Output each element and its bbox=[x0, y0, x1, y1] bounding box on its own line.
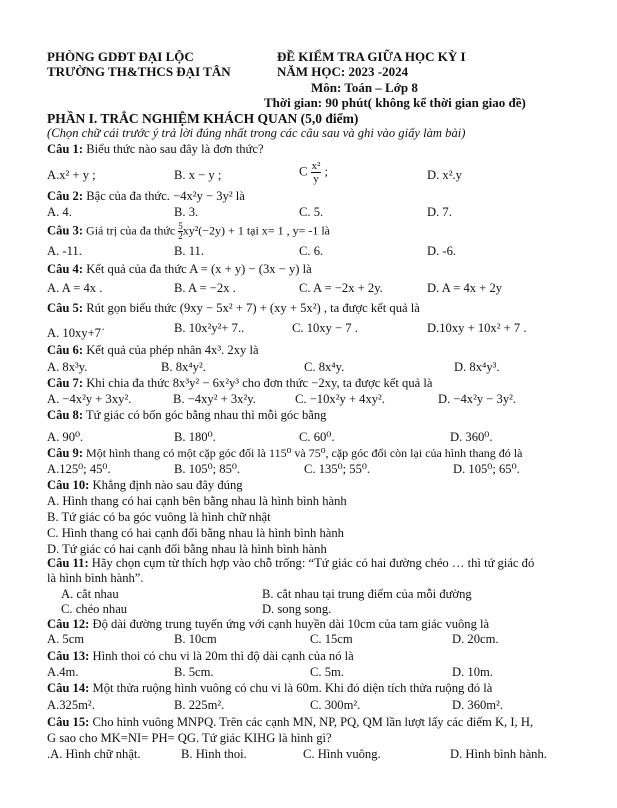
option-b: B. 180⁰. bbox=[174, 430, 216, 444]
option-a: .A. Hình chữ nhật. bbox=[47, 747, 141, 761]
school-year: NĂM HỌC: 2023 -2024 bbox=[277, 64, 409, 79]
option-b: B. 10x²y²+ 7.. bbox=[174, 321, 245, 335]
option-d: D. x².y bbox=[427, 168, 462, 182]
option-b: B. Tứ giác có ba góc vuông là hình chữ nhật bbox=[47, 510, 271, 524]
question-text: Một hình thang có một cặp góc đối là 115⁰ và 75⁰, cặp góc đối còn lại của hình thang đó là bbox=[86, 446, 523, 460]
question-14 bbox=[47, 681, 492, 696]
question-9 bbox=[47, 446, 522, 461]
question-3 bbox=[47, 222, 330, 241]
option-b: B. −4xy² + 3x²y. bbox=[173, 392, 256, 406]
question-10 bbox=[47, 478, 243, 493]
question-12 bbox=[47, 617, 489, 632]
question-label: Câu 3: bbox=[47, 223, 84, 238]
question-text: Khi chia đa thức 8x³y² − 6x²y³ cho đơn thức −2xy, ta được kết quả là bbox=[86, 376, 433, 390]
question-label: Câu 15: bbox=[47, 715, 90, 729]
question-label: Câu 14: bbox=[47, 681, 90, 695]
option-b: B. 10cm bbox=[174, 632, 217, 646]
question-text: Một thửa ruộng hình vuông có chu vi là 60m. Khi đó diện tích thửa ruộng đó là bbox=[92, 681, 493, 695]
question-label: Câu 7: bbox=[47, 376, 84, 390]
question-label: Câu 11: bbox=[47, 556, 89, 570]
question-label: Câu 13: bbox=[47, 649, 90, 663]
option-b: B. 8x⁴y². bbox=[161, 360, 206, 374]
school-name: TRƯỜNG TH&THCS ĐẠI TÂN bbox=[47, 64, 231, 79]
option-d: D. 10m. bbox=[452, 665, 493, 679]
option-b: B. 11. bbox=[174, 244, 204, 258]
option-a: A. Hình thang có hai cạnh bên bằng nhau là hình bình hành bbox=[47, 494, 347, 508]
subject: Môn: Toán – Lớp 8 bbox=[311, 80, 418, 95]
question-text: Rút gọn biểu thức (9xy − 5x² + 7) + (xy + 5x²) , ta được kết quả là bbox=[86, 301, 420, 315]
question-label: Câu 6: bbox=[47, 343, 84, 357]
question-label: Câu 4: bbox=[47, 262, 84, 276]
question-label: Câu 9: bbox=[47, 446, 84, 460]
question-1 bbox=[47, 142, 264, 157]
option-c-prefix: C bbox=[299, 164, 311, 179]
question-text: Kết quả của đa thức A = (x + y) − (3x − y) là bbox=[86, 262, 312, 276]
option-b: B. 225m². bbox=[174, 698, 225, 712]
question-label: Câu 12: bbox=[47, 617, 90, 631]
question-label: Câu 1: bbox=[47, 142, 84, 156]
question-6 bbox=[47, 343, 259, 358]
fraction-numerator: 5 bbox=[178, 221, 183, 231]
question-text: Biểu thức nào sau đây là đơn thức? bbox=[86, 142, 264, 156]
fraction-denominator: y bbox=[313, 173, 319, 185]
option-d: D. 7. bbox=[427, 205, 452, 219]
option-b: B. Hình thoi. bbox=[181, 747, 247, 761]
option-c: C. 10xy − 7 . bbox=[292, 321, 358, 335]
question-text: Độ dài đường trung tuyến ứng với cạnh huyền dài 10cm của tam giác vuông là bbox=[92, 617, 490, 631]
option-c-suffix: ; bbox=[324, 164, 329, 179]
option-c: C. A = −2x + 2y. bbox=[299, 281, 383, 295]
question-text: Tứ giác có bốn góc bằng nhau thì mỗi góc bằng bbox=[85, 408, 327, 422]
fraction bbox=[311, 160, 322, 185]
option-a: A. 5cm bbox=[47, 632, 85, 646]
option-d: D. -6. bbox=[427, 244, 457, 258]
part1-title: PHẦN I. TRẮC NGHIỆM KHÁCH QUAN (5,0 điểm) bbox=[47, 111, 359, 126]
question-5 bbox=[47, 301, 420, 316]
option-a: A. 8x³y. bbox=[47, 360, 88, 374]
option-a: A. A = 4x . bbox=[47, 281, 103, 295]
question-text-post: xy²(−2y) + 1 tại x= 1 , y= -1 là bbox=[182, 223, 330, 238]
question-15-cont: G sao cho MK=NI= PH= QG. Tứ giác KIHG là hình gì? bbox=[47, 731, 332, 745]
option-a: A.325m². bbox=[47, 698, 95, 712]
question-label: Câu 2: bbox=[47, 189, 84, 203]
question-15 bbox=[47, 715, 533, 730]
question-13 bbox=[47, 649, 354, 664]
option-b: B. 3. bbox=[174, 205, 199, 219]
question-text: Hãy chọn cụm từ thích hợp vào chỗ trống: “Tứ giác có hai đường chéo … thì tứ giác đó bbox=[91, 556, 535, 570]
question-11 bbox=[47, 556, 534, 571]
option-c: C. 6. bbox=[299, 244, 324, 258]
option-b: B. cắt nhau tại trung điểm của mỗi đường bbox=[262, 587, 472, 601]
question-label: Câu 10: bbox=[47, 478, 90, 492]
exam-time: Thời gian: 90 phút( không kể thời gian giao đề) bbox=[264, 95, 526, 110]
option-c: C. Hình thang có hai cạnh đối bằng nhau là hình bình hành bbox=[47, 526, 344, 540]
question-4 bbox=[47, 262, 312, 277]
option-d: D. −4x²y − 3y². bbox=[438, 392, 517, 406]
option-c: C. 60⁰. bbox=[299, 430, 335, 444]
option-d: D. 105⁰; 65⁰. bbox=[453, 462, 520, 476]
question-text: Cho hình vuông MNPQ. Trên các cạnh MN, NP, PQ, QM lần lượt lấy các điểm K, I, H, bbox=[92, 715, 534, 729]
question-label: Câu 8: bbox=[47, 408, 84, 422]
option-a: A. cắt nhau bbox=[61, 587, 119, 601]
option-d: D. 8x⁴y³. bbox=[454, 360, 500, 374]
question-8 bbox=[47, 408, 326, 423]
option-a: A. 90⁰. bbox=[47, 430, 84, 444]
option-d: D. Hình bình hành. bbox=[450, 747, 547, 761]
option-d: D. 360m². bbox=[452, 698, 504, 712]
option-a: A.4m. bbox=[47, 665, 79, 679]
part1-instruction: (Chọn chữ cái trước ý trả lời đúng nhất trong các câu sau và ghi vào giấy làm bài) bbox=[47, 126, 466, 140]
option-c: C. −10x²y + 4xy². bbox=[295, 392, 385, 406]
option-c: C. 300m². bbox=[310, 698, 361, 712]
option-d: D.10xy + 10x² + 7 . bbox=[427, 321, 527, 335]
option-b: B. 105⁰; 85⁰. bbox=[174, 462, 241, 476]
question-text: Kết quả của phép nhân 4x³. 2xy là bbox=[86, 343, 259, 357]
dept-name: PHÒNG GDĐT ĐẠI LỘC bbox=[47, 49, 194, 64]
option-c: C. 15cm bbox=[310, 632, 353, 646]
question-text: Bậc của đa thức. −4x²y − 3y² là bbox=[86, 189, 245, 203]
option-a: A. −4x²y + 3xy². bbox=[47, 392, 132, 406]
option-a: A. 4. bbox=[47, 205, 72, 219]
fraction-denominator: 2 bbox=[178, 231, 183, 241]
option-d: D. 20cm. bbox=[452, 632, 499, 646]
option-d: D. Tứ giác có hai cạnh đối bằng nhau là hình bình hành bbox=[47, 542, 327, 556]
question-text: Hình thoi có chu vi là 20m thì độ dài cạnh của nó là bbox=[92, 649, 354, 663]
option-b: B. 5cm. bbox=[174, 665, 214, 679]
question-11-cont: là hình bình hành”. bbox=[47, 571, 144, 585]
question-7 bbox=[47, 376, 432, 391]
question-label: Câu 5: bbox=[47, 301, 84, 315]
question-text-pre: Giá trị của đa thức bbox=[86, 223, 179, 238]
option-c: C. chéo nhau bbox=[61, 602, 128, 616]
option-d: D. 360⁰. bbox=[450, 430, 493, 444]
option-c bbox=[299, 160, 328, 185]
option-c: C. 8x⁴y. bbox=[304, 360, 345, 374]
option-d: D. song song. bbox=[262, 602, 332, 616]
option-a: A.125⁰; 45⁰. bbox=[47, 462, 111, 476]
fraction-numerator: x² bbox=[311, 160, 321, 172]
option-a: A. 10xy+7˙ bbox=[47, 326, 106, 340]
option-c: C. 5m. bbox=[310, 665, 344, 679]
option-b: B. x − y ; bbox=[174, 168, 222, 182]
question-text: Khẳng định nào sau đây đúng bbox=[92, 478, 243, 492]
exam-title: ĐỀ KIỂM TRA GIỮA HỌC KỲ I bbox=[277, 49, 466, 64]
option-a: A. -11. bbox=[47, 244, 82, 258]
question-2 bbox=[47, 189, 245, 204]
option-c: C. 135⁰; 55⁰. bbox=[304, 462, 371, 476]
option-c: C. Hình vuông. bbox=[303, 747, 381, 761]
option-a: A.x² + y ; bbox=[47, 168, 96, 182]
option-c: C. 5. bbox=[299, 205, 324, 219]
option-b: B. A = −2x . bbox=[174, 281, 236, 295]
option-d: D. A = 4x + 2y bbox=[427, 281, 503, 295]
